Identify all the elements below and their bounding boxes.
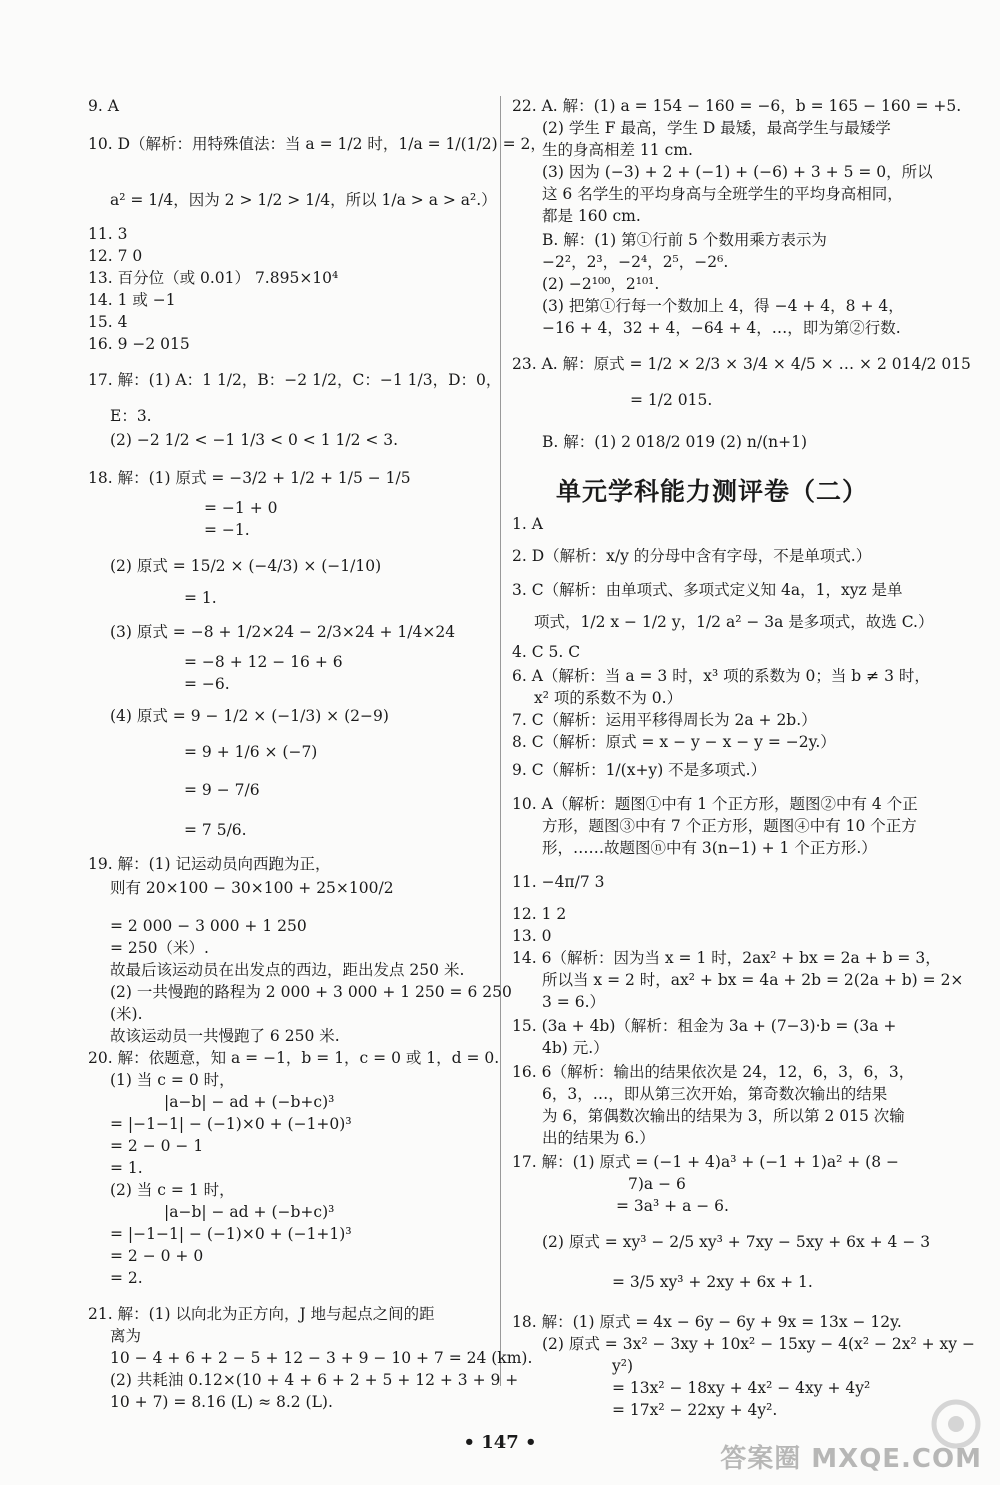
answer-line: 13. 百分位（或 0.01） 7.895×10⁴: [88, 269, 339, 287]
answer-line: 18. 解：(1) 原式 = −3/2 + 1/2 + 1/5 − 1/5: [88, 469, 411, 487]
answer-line: 生的身高相差 11 cm.: [542, 141, 693, 159]
answer-line: a² = 1/4，因为 2 > 1/2 > 1/4，所以 1/a > a > a².）: [110, 191, 497, 209]
answer-line: 11. −4π/7 3: [512, 873, 605, 891]
answer-line: 1. A: [512, 515, 543, 533]
answer-line: 10 + 7) = 8.16 (L) ≈ 8.2 (L).: [110, 1393, 333, 1411]
answer-line: y²): [612, 1357, 634, 1375]
answer-line: 4. C 5. C: [512, 643, 581, 661]
answer-line: (4) 原式 = 9 − 1/2 × (−1/3) × (2−9): [110, 707, 389, 725]
answer-line: 4b) 元.）: [542, 1039, 609, 1057]
answer-line: 这 6 名学生的平均身高与全班学生的平均身高相同，: [542, 185, 903, 203]
column-divider: [500, 96, 501, 1386]
answer-line: 20. 解：依题意，知 a = −1，b = 1，c = 0 或 1，d = 0.: [88, 1049, 500, 1067]
answer-line: 10. D（解析：用特殊值法：当 a = 1/2 时，1/a = 1/(1/2) = 2，: [88, 135, 546, 153]
answer-line: B. 解：(1) 第①行前 5 个数用乘方表示为: [542, 231, 827, 249]
answer-line: x² 项的系数不为 0.）: [534, 689, 683, 707]
answer-line: 为 6，第偶数次输出的结果为 3，所以第 2 015 次输: [542, 1107, 905, 1125]
answer-line: 19. 解：(1) 记运动员向西跑为正，: [88, 855, 331, 873]
answer-line: 15. 4: [88, 313, 128, 331]
section-title: 单元学科能力测评卷（二）: [556, 477, 869, 506]
answer-line: 所以当 x = 2 时，ax² + bx = 4a + 2b = 2(2a + b) = 2×: [542, 971, 964, 989]
answer-line: = 13x² − 18xy + 4x² − 4xy + 4y²: [612, 1379, 871, 1397]
answer-line: 方形，题图③中有 7 个正方形，题图④中有 10 个正方: [542, 817, 917, 835]
answer-line: = 2 − 0 − 1: [110, 1137, 204, 1155]
answer-line: 3 = 6.）: [542, 993, 605, 1011]
answer-line: 都是 160 cm.: [542, 207, 641, 225]
answer-line: = 2 000 − 3 000 + 1 250: [110, 917, 307, 935]
answer-line: (米).: [110, 1005, 143, 1023]
answer-line: (2) 共耗油 0.12×(10 + 4 + 6 + 2 + 5 + 12 + 3 + 9 +: [110, 1371, 519, 1389]
answer-line: = 3a³ + a − 6.: [616, 1197, 729, 1215]
watermark-text: 答案圈 MXQE.COM: [720, 1444, 982, 1474]
page-number: • 147 •: [463, 1432, 537, 1453]
answer-line: 14. 1 或 −1: [88, 291, 176, 309]
answer-line: 10. A（解析：题图①中有 1 个正方形，题图②中有 4 个正: [512, 795, 918, 813]
answer-line: = 7 5/6.: [184, 821, 247, 839]
answer-line: = |−1−1| − (−1)×0 + (−1+0)³: [110, 1115, 352, 1133]
answer-line: 故最后该运动员在出发点的西边，距出发点 250 米.: [110, 961, 465, 979]
answer-line: |a−b| − ad + (−b+c)³: [164, 1203, 335, 1221]
answer-line: 10 − 4 + 6 + 2 − 5 + 12 − 3 + 9 − 10 + 7 = 24 (km).: [110, 1349, 533, 1367]
answer-line: 16. 6（解析：输出的结果依次是 24，12，6，3，6，3，: [512, 1063, 915, 1081]
answer-line: (2) 当 c = 1 时，: [110, 1181, 235, 1199]
answer-line: = 1.: [110, 1159, 143, 1177]
answer-line: 形，……故题图ⓝ中有 3(n−1) + 1 个正方形.）: [542, 839, 877, 857]
answer-line: (2) 一共慢跑的路程为 2 000 + 3 000 + 1 250 = 6 250: [110, 983, 512, 1001]
answer-line: = 2.: [110, 1269, 143, 1287]
answer-line: 6，3，…，即从第三次开始，第奇数次输出的结果: [542, 1085, 888, 1103]
answer-line: 故该运动员一共慢跑了 6 250 米.: [110, 1027, 340, 1045]
answer-line: 14. 6（解析：因为当 x = 1 时，2ax² + bx = 2a + b = 3，: [512, 949, 941, 967]
answer-line: = 1/2 015.: [630, 391, 713, 409]
answer-line: 7)a − 6: [628, 1175, 686, 1193]
answer-line: 17. 解：(1) A：1 1/2，B：−2 1/2，C：−1 1/3，D：0，: [88, 371, 502, 389]
answer-line: −16 + 4，32 + 4，−64 + 4，…，即为第②行数.: [542, 319, 901, 337]
answer-line: 18. 解：(1) 原式 = 4x − 6y − 6y + 9x = 13x − 12y.: [512, 1313, 902, 1331]
answer-line: 9. C（解析：1/(x+y) 不是多项式.）: [512, 761, 767, 779]
answer-line: 2. D（解析：x/y 的分母中含有字母，不是单项式.）: [512, 547, 872, 565]
answer-line: 9. A: [88, 97, 119, 115]
answer-line: E：3.: [110, 407, 152, 425]
answer-line: = −1 + 0: [204, 499, 278, 517]
answer-line: (2) 原式 = 15/2 × (−4/3) × (−1/10): [110, 557, 382, 575]
answer-line: = 17x² − 22xy + 4y².: [612, 1401, 778, 1419]
answer-line: 21. 解：(1) 以向北为正方向，J 地与起点之间的距: [88, 1305, 435, 1323]
answer-line: (3) 把第①行每一个数加上 4，得 −4 + 4，8 + 4，: [542, 297, 904, 315]
answer-line: −2²，2³，−2⁴，2⁵，−2⁶.: [542, 253, 729, 271]
answer-line: 12. 7 0: [88, 247, 143, 265]
answer-line: = −8 + 12 − 16 + 6: [184, 653, 343, 671]
answer-line: 项式，1/2 x − 1/2 y，1/2 a² − 3a 是多项式，故选 C.）: [534, 613, 934, 631]
answer-line: 出的结果为 6.）: [542, 1129, 655, 1147]
answer-line: = −6.: [184, 675, 230, 693]
answer-line: 11. 3: [88, 225, 128, 243]
answer-line: (2) 学生 F 最高，学生 D 最矮，最高学生与最矮学: [542, 119, 891, 137]
answer-line: |a−b| − ad + (−b+c)³: [164, 1093, 335, 1111]
answer-line: = 3/5 xy³ + 2xy + 6x + 1.: [612, 1273, 813, 1291]
answer-line: (3) 原式 = −8 + 1/2×24 − 2/3×24 + 1/4×24: [110, 623, 456, 641]
answer-line: 则有 20×100 − 30×100 + 25×100/2: [110, 879, 394, 897]
answer-line: (2) −2 1/2 < −1 1/3 < 0 < 1 1/2 < 3.: [110, 431, 399, 449]
answer-line: (2) 原式 = xy³ − 2/5 xy³ + 7xy − 5xy + 6x + 4 − 3: [542, 1233, 931, 1251]
answer-line: B. 解：(1) 2 018/2 019 (2) n/(n+1): [542, 433, 808, 451]
answer-line: (1) 当 c = 0 时，: [110, 1071, 235, 1089]
answer-line: 15. (3a + 4b)（解析：租金为 3a + (7−3)·b = (3a +: [512, 1017, 897, 1035]
answer-line: 17. 解：(1) 原式 = (−1 + 4)a³ + (−1 + 1)a² + (8 −: [512, 1153, 900, 1171]
answer-line: = 250（米）.: [110, 939, 209, 957]
answer-line: 3. C（解析：由单项式、多项式定义知 4a，1，xyz 是单: [512, 581, 903, 599]
answer-line: 8. C（解析：原式 = x − y − x − y = −2y.）: [512, 733, 836, 751]
answer-line: 22. A. 解：(1) a = 154 − 160 = −6，b = 165 − 160 = +5.: [512, 97, 962, 115]
answer-line: = 9 + 1/6 × (−7): [184, 743, 318, 761]
answer-line: = 2 − 0 + 0: [110, 1247, 204, 1265]
answer-line: 23. A. 解：原式 = 1/2 × 2/3 × 3/4 × 4/5 × … × 2 014/2 015: [512, 355, 971, 373]
answer-line: (2) −2¹⁰⁰，2¹⁰¹.: [542, 275, 660, 293]
answer-line: 12. 1 2: [512, 905, 567, 923]
answer-line: = −1.: [204, 521, 250, 539]
answer-line: (3) 因为 (−3) + 2 + (−1) + (−6) + 3 + 5 = 0，所以: [542, 163, 933, 181]
answer-line: 离为: [110, 1327, 142, 1345]
answer-line: = |−1−1| − (−1)×0 + (−1+1)³: [110, 1225, 352, 1243]
answer-line: = 1.: [184, 589, 217, 607]
answer-line: (2) 原式 = 3x² − 3xy + 10x² − 15xy − 4(x² − 2x² + xy −: [542, 1335, 975, 1353]
answer-line: 7. C（解析：运用平移得周长为 2a + 2b.）: [512, 711, 817, 729]
answer-line: 16. 9 −2 015: [88, 335, 190, 353]
answer-line: 13. 0: [512, 927, 552, 945]
answer-line: 6. A（解析：当 a = 3 时，x³ 项的系数为 0；当 b ≠ 3 时，: [512, 667, 930, 685]
answer-line: = 9 − 7/6: [184, 781, 260, 799]
